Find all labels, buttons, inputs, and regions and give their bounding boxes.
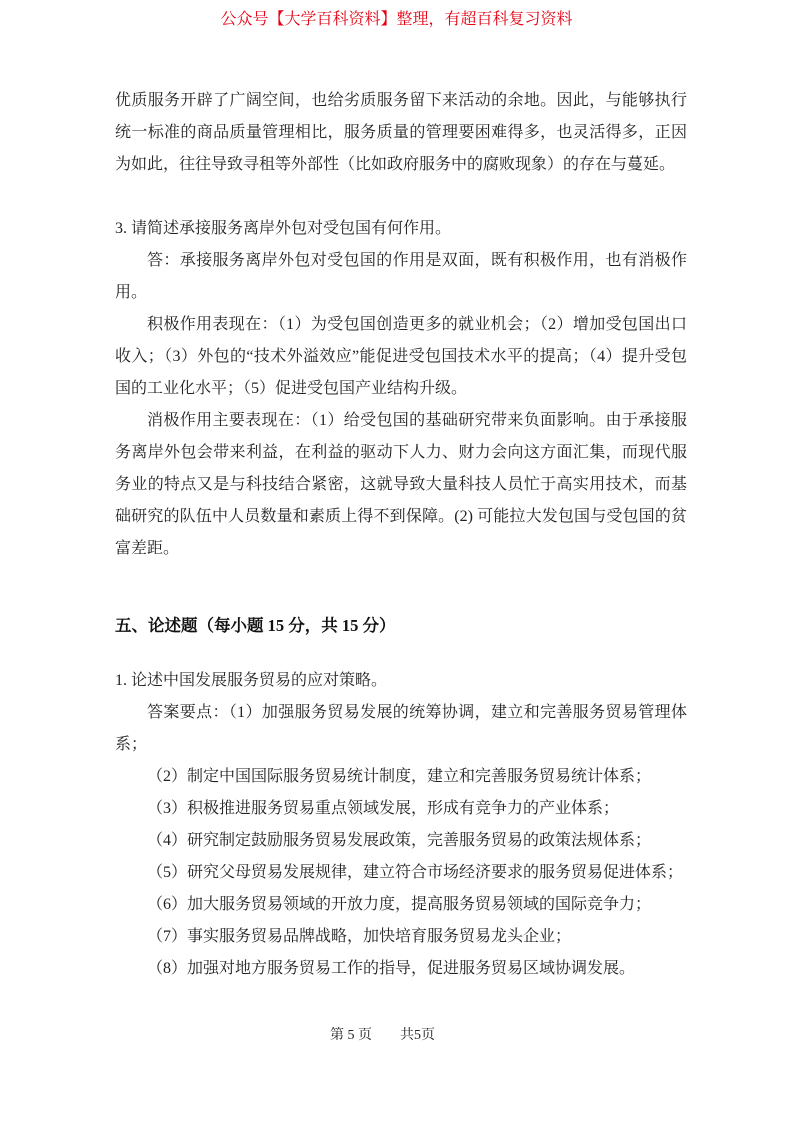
spacer — [115, 181, 687, 213]
page-header-watermark: 公众号【大学百科资料】整理，有超百科复习资料 — [220, 11, 573, 28]
section-5-heading: 五、论述题（每小题 15 分，共 15 分） — [115, 616, 396, 635]
answer-1-keypoint-7: （7）事实服务贸易品牌战略，加快培育服务贸易龙头企业； — [147, 928, 572, 945]
answer-1-keypoint-5: （5）研究父母贸易发展规律，建立符合市场经济要求的服务贸易促进体系； — [147, 864, 684, 881]
answer-3-negative-effects: 消极作用主要表现在：（1）给受包国的基础研究带来负面影响。由于承接服务离岸外包会带来利益，在利益的驱动下人力、财力会向这方面汇集，而现代服务业的特点又是与科技结合紧密，这就导致大量科技人员忙于高实用技术，而基础研究的队伍中人员数量和素质上得不到保障。(2) 可能拉大发包国与受包国的贫富差距。 — [115, 412, 687, 557]
answer-1-keypoint-3: （3）积极推进服务贸易重点领域发展，形成有竞争力的产业体系； — [147, 800, 620, 817]
spacer — [115, 642, 687, 665]
question-1: 1. 论述中国发展服务贸易的应对策略。 — [115, 672, 388, 689]
answer-1-keypoint-4: （4）研究制定鼓励服务贸易发展政策，完善服务贸易的政策法规体系； — [147, 832, 652, 849]
answer-1-keypoint-8: （8）加强对地方服务贸易工作的指导，促进服务贸易区域协调发展。 — [147, 960, 636, 977]
paragraph-service-quality: 优质服务开辟了广阔空间，也给劣质服务留下来活动的余地。因此，与能够执行统一标准的商品质量管理相比，服务质量的管理要困难得多，也灵活得多，正因为如此，往往导致寻租等外部性（比如政府服务中的腐败现象）的存在与蔓延。 — [115, 92, 687, 173]
spacer — [115, 565, 687, 610]
answer-1-keypoint-6: （6）加大服务贸易领域的开放力度，提高服务贸易领域的国际竞争力； — [147, 896, 652, 913]
document-body — [115, 85, 687, 985]
question-3: 3. 请简述承接服务离岸外包对受包国有何作用。 — [115, 220, 452, 237]
page-footer — [0, 1026, 779, 1046]
answer-1-keypoint-1: 答案要点：（1）加强服务贸易发展的统筹协调，建立和完善服务贸易管理体系； — [115, 704, 687, 753]
answer-1-keypoint-2: （2）制定中国国际服务贸易统计制度，建立和完善服务贸易统计体系； — [147, 768, 652, 785]
page-total-label: 共5页 — [400, 1028, 435, 1043]
answer-3-positive-effects: 积极作用表现在：（1）为受包国创造更多的就业机会；（2）增加受包国出口收入；（3）外包的“技术外溢效应”能促进受包国技术水平的提高；（4）提升受包国的工业化水平；（5）促进受包国产业结构升级。 — [115, 316, 687, 397]
page-number-label: 第 5 页 — [330, 1028, 372, 1043]
answer-3-intro: 答：承接服务离岸外包对受包国的作用是双面，既有积极作用，也有消极作用。 — [115, 252, 687, 301]
